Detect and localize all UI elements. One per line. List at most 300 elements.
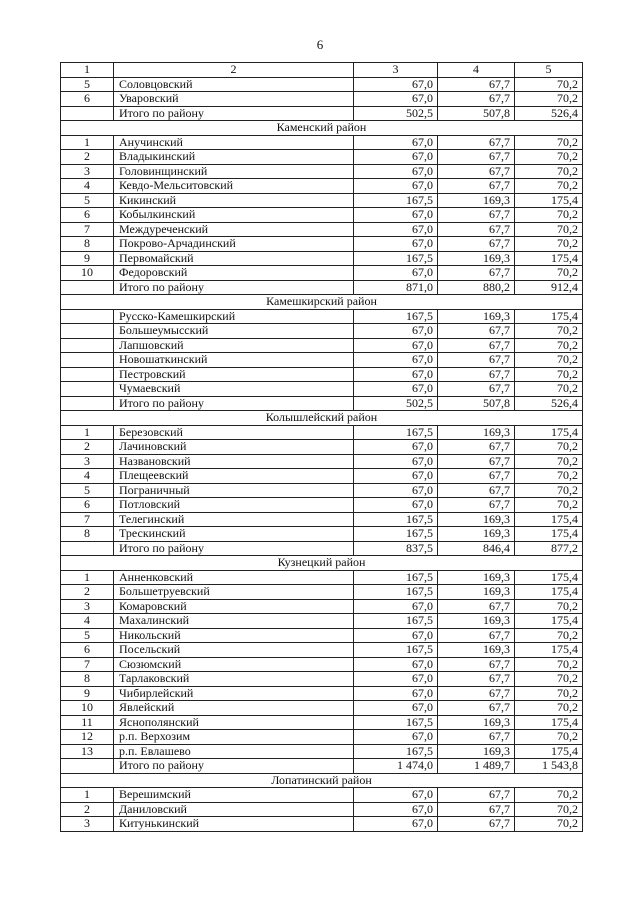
value-col-3: 67,0 — [354, 672, 438, 687]
value-col-4: 169,3 — [438, 744, 515, 759]
value-col-4: 67,7 — [438, 498, 515, 513]
value-col-3: 502,5 — [354, 106, 438, 121]
table-row — [61, 599, 583, 614]
value-col-4: 67,7 — [438, 77, 515, 92]
value-col-4: 507,8 — [438, 106, 515, 121]
value-col-3: 67,0 — [354, 237, 438, 252]
value-col-5: 70,2 — [515, 338, 583, 353]
value-col-4: 67,7 — [438, 92, 515, 107]
value-col-5: 70,2 — [515, 135, 583, 150]
total-label: Итого по району — [114, 759, 354, 774]
row-number: 3 — [61, 164, 114, 179]
value-col-5: 526,4 — [515, 106, 583, 121]
value-col-3: 167,5 — [354, 614, 438, 629]
table-row — [61, 483, 583, 498]
settlement-name: Яснополянский — [114, 715, 354, 730]
table-row — [61, 802, 583, 817]
table-row — [61, 164, 583, 179]
district-section-title: Камешкирский район — [61, 295, 583, 310]
value-col-4: 67,7 — [438, 599, 515, 614]
value-col-3: 837,5 — [354, 541, 438, 556]
value-col-4: 169,3 — [438, 585, 515, 600]
settlement-name: Комаровский — [114, 599, 354, 614]
row-number — [61, 324, 114, 339]
row-number: 9 — [61, 251, 114, 266]
value-col-5: 70,2 — [515, 382, 583, 397]
value-col-4: 169,3 — [438, 251, 515, 266]
value-col-3: 1 474,0 — [354, 759, 438, 774]
table-row — [61, 672, 583, 687]
table-row — [61, 454, 583, 469]
settlement-name: Китунькинский — [114, 817, 354, 832]
value-col-5: 70,2 — [515, 237, 583, 252]
total-label: Итого по району — [114, 280, 354, 295]
value-col-3: 67,0 — [354, 164, 438, 179]
table-row — [61, 338, 583, 353]
value-col-4: 169,3 — [438, 309, 515, 324]
settlement-name: Чибирлейский — [114, 686, 354, 701]
value-col-4: 67,7 — [438, 266, 515, 281]
settlement-name: Федоровский — [114, 266, 354, 281]
row-number — [61, 338, 114, 353]
value-col-5: 175,4 — [515, 512, 583, 527]
row-number — [61, 396, 114, 411]
value-col-3: 67,0 — [354, 77, 438, 92]
table-row — [61, 643, 583, 658]
value-col-4: 67,7 — [438, 382, 515, 397]
row-number: 13 — [61, 744, 114, 759]
value-col-4: 67,7 — [438, 353, 515, 368]
district-section-title: Кузнецкий район — [61, 556, 583, 571]
district-section-title: Колышлейский район — [61, 411, 583, 426]
table-row — [61, 614, 583, 629]
value-col-3: 67,0 — [354, 222, 438, 237]
value-col-5: 70,2 — [515, 730, 583, 745]
value-col-4: 67,7 — [438, 672, 515, 687]
value-col-4: 67,7 — [438, 338, 515, 353]
value-col-5: 175,4 — [515, 715, 583, 730]
settlement-name: Анучинский — [114, 135, 354, 150]
row-number: 3 — [61, 817, 114, 832]
value-col-5: 70,2 — [515, 817, 583, 832]
value-col-5: 70,2 — [515, 179, 583, 194]
table-row — [61, 715, 583, 730]
value-col-4: 67,7 — [438, 802, 515, 817]
value-col-5: 175,4 — [515, 309, 583, 324]
settlement-name: Большеумысский — [114, 324, 354, 339]
row-number — [61, 382, 114, 397]
row-number: 3 — [61, 454, 114, 469]
value-col-5: 70,2 — [515, 150, 583, 165]
value-col-4: 67,7 — [438, 440, 515, 455]
value-col-3: 167,5 — [354, 643, 438, 658]
row-number: 2 — [61, 150, 114, 165]
value-col-5: 70,2 — [515, 628, 583, 643]
total-label: Итого по району — [114, 541, 354, 556]
value-col-4: 67,7 — [438, 164, 515, 179]
district-total-row — [61, 280, 583, 295]
row-number: 7 — [61, 657, 114, 672]
row-number: 5 — [61, 483, 114, 498]
value-col-5: 70,2 — [515, 208, 583, 223]
table-row — [61, 353, 583, 368]
value-col-5: 70,2 — [515, 324, 583, 339]
settlement-name: Новошаткинский — [114, 353, 354, 368]
value-col-3: 67,0 — [354, 266, 438, 281]
settlement-name: Пограничный — [114, 483, 354, 498]
row-number: 10 — [61, 701, 114, 716]
value-col-3: 167,5 — [354, 425, 438, 440]
row-number: 4 — [61, 469, 114, 484]
value-col-3: 167,5 — [354, 744, 438, 759]
row-number: 4 — [61, 179, 114, 194]
value-col-4: 67,7 — [438, 367, 515, 382]
table-row — [61, 512, 583, 527]
value-col-3: 67,0 — [354, 179, 438, 194]
value-col-5: 175,4 — [515, 527, 583, 542]
row-number: 2 — [61, 585, 114, 600]
value-col-4: 67,7 — [438, 150, 515, 165]
settlement-name: Лапшовский — [114, 338, 354, 353]
value-col-3: 67,0 — [354, 686, 438, 701]
value-col-5: 70,2 — [515, 222, 583, 237]
value-col-5: 70,2 — [515, 164, 583, 179]
value-col-3: 67,0 — [354, 150, 438, 165]
page-number: 6 — [316, 37, 324, 52]
table-row — [61, 193, 583, 208]
table-header — [61, 63, 583, 78]
district-total-row — [61, 396, 583, 411]
value-col-3: 167,5 — [354, 251, 438, 266]
value-col-5: 70,2 — [515, 469, 583, 484]
row-number — [61, 309, 114, 324]
district-total-row — [61, 759, 583, 774]
settlement-name: Телегинский — [114, 512, 354, 527]
value-col-5: 70,2 — [515, 92, 583, 107]
value-col-5: 175,4 — [515, 251, 583, 266]
table-row — [61, 222, 583, 237]
value-col-3: 67,0 — [354, 657, 438, 672]
value-col-4: 67,7 — [438, 701, 515, 716]
value-col-4: 67,7 — [438, 135, 515, 150]
value-col-4: 67,7 — [438, 657, 515, 672]
column-number-row — [61, 63, 583, 78]
value-col-4: 67,7 — [438, 237, 515, 252]
table-row — [61, 251, 583, 266]
table-row — [61, 817, 583, 832]
settlement-name: Плещеевский — [114, 469, 354, 484]
value-col-4: 169,3 — [438, 614, 515, 629]
value-col-3: 67,0 — [354, 135, 438, 150]
settlement-name: р.п. Верхозим — [114, 730, 354, 745]
row-number: 1 — [61, 570, 114, 585]
row-number: 2 — [61, 440, 114, 455]
value-col-5: 175,4 — [515, 614, 583, 629]
value-col-4: 67,7 — [438, 469, 515, 484]
settlement-name: Владыкинский — [114, 150, 354, 165]
row-number — [61, 353, 114, 368]
value-col-5: 175,4 — [515, 193, 583, 208]
table-row — [61, 237, 583, 252]
table-row — [61, 179, 583, 194]
settlement-name: Названовский — [114, 454, 354, 469]
value-col-4: 67,7 — [438, 179, 515, 194]
settlement-name: Соловцовский — [114, 77, 354, 92]
table-row — [61, 701, 583, 716]
settlement-name: Анненковский — [114, 570, 354, 585]
value-col-4: 169,3 — [438, 715, 515, 730]
row-number: 4 — [61, 614, 114, 629]
settlement-name: Уваровский — [114, 92, 354, 107]
table-row — [61, 309, 583, 324]
value-col-3: 67,0 — [354, 788, 438, 803]
row-number: 6 — [61, 498, 114, 513]
value-col-5: 70,2 — [515, 367, 583, 382]
column-header-1: 1 — [61, 63, 114, 78]
value-col-5: 175,4 — [515, 744, 583, 759]
row-number: 1 — [61, 135, 114, 150]
row-number: 6 — [61, 208, 114, 223]
table-row — [61, 570, 583, 585]
total-label: Итого по району — [114, 106, 354, 121]
table-row — [61, 744, 583, 759]
column-header-2: 2 — [114, 63, 354, 78]
value-col-5: 877,2 — [515, 541, 583, 556]
value-col-3: 67,0 — [354, 324, 438, 339]
settlement-name: Верешимский — [114, 788, 354, 803]
value-col-5: 70,2 — [515, 701, 583, 716]
value-col-4: 67,7 — [438, 222, 515, 237]
value-col-4: 67,7 — [438, 730, 515, 745]
table-row — [61, 135, 583, 150]
row-number: 12 — [61, 730, 114, 745]
settlement-name: Даниловский — [114, 802, 354, 817]
value-col-5: 70,2 — [515, 454, 583, 469]
value-col-5: 70,2 — [515, 672, 583, 687]
settlement-name: р.п. Евлашево — [114, 744, 354, 759]
value-col-4: 507,8 — [438, 396, 515, 411]
value-col-4: 67,7 — [438, 454, 515, 469]
row-number: 5 — [61, 77, 114, 92]
value-col-4: 880,2 — [438, 280, 515, 295]
value-col-3: 167,5 — [354, 570, 438, 585]
column-header-3: 3 — [354, 63, 438, 78]
settlement-name: Потловский — [114, 498, 354, 513]
value-col-5: 175,4 — [515, 425, 583, 440]
value-col-5: 70,2 — [515, 353, 583, 368]
value-col-5: 70,2 — [515, 483, 583, 498]
row-number: 10 — [61, 266, 114, 281]
row-number — [61, 367, 114, 382]
value-col-4: 169,3 — [438, 512, 515, 527]
settlement-name: Березовский — [114, 425, 354, 440]
row-number: 9 — [61, 686, 114, 701]
settlement-name: Кобылкинский — [114, 208, 354, 223]
value-col-5: 175,4 — [515, 643, 583, 658]
settlement-name: Русско-Камешкирский — [114, 309, 354, 324]
table-row — [61, 382, 583, 397]
value-col-5: 70,2 — [515, 440, 583, 455]
value-col-3: 67,0 — [354, 338, 438, 353]
value-col-3: 67,0 — [354, 498, 438, 513]
value-col-4: 67,7 — [438, 686, 515, 701]
settlement-name: Тарлаковский — [114, 672, 354, 687]
value-col-4: 846,4 — [438, 541, 515, 556]
value-col-3: 67,0 — [354, 353, 438, 368]
value-col-5: 912,4 — [515, 280, 583, 295]
value-col-5: 70,2 — [515, 77, 583, 92]
table-row — [61, 150, 583, 165]
value-col-3: 67,0 — [354, 628, 438, 643]
value-col-4: 67,7 — [438, 817, 515, 832]
value-col-5: 70,2 — [515, 802, 583, 817]
district-total-row — [61, 541, 583, 556]
settlement-name: Явлейский — [114, 701, 354, 716]
table-row — [61, 92, 583, 107]
settlement-name: Никольский — [114, 628, 354, 643]
settlement-name: Сюзюмский — [114, 657, 354, 672]
row-number: 11 — [61, 715, 114, 730]
district-total-row — [61, 106, 583, 121]
value-col-4: 169,3 — [438, 570, 515, 585]
column-header-5: 5 — [515, 63, 583, 78]
settlement-name: Кикинский — [114, 193, 354, 208]
value-col-5: 70,2 — [515, 788, 583, 803]
row-number: 8 — [61, 237, 114, 252]
table-row — [61, 208, 583, 223]
row-number: 8 — [61, 672, 114, 687]
value-col-4: 67,7 — [438, 208, 515, 223]
row-number: 7 — [61, 222, 114, 237]
row-number — [61, 106, 114, 121]
district-section-row — [61, 773, 583, 788]
value-col-5: 1 543,8 — [515, 759, 583, 774]
settlement-name: Кевдо-Мельситовский — [114, 179, 354, 194]
district-section-row — [61, 295, 583, 310]
table-row — [61, 686, 583, 701]
settlement-name: Трескинский — [114, 527, 354, 542]
value-col-5: 70,2 — [515, 657, 583, 672]
district-section-row — [61, 411, 583, 426]
row-number: 3 — [61, 599, 114, 614]
row-number — [61, 759, 114, 774]
value-col-3: 502,5 — [354, 396, 438, 411]
total-label: Итого по району — [114, 396, 354, 411]
column-header-4: 4 — [438, 63, 515, 78]
row-number — [61, 541, 114, 556]
row-number: 5 — [61, 628, 114, 643]
value-col-3: 67,0 — [354, 440, 438, 455]
settlement-name: Междуреченский — [114, 222, 354, 237]
value-col-3: 167,5 — [354, 309, 438, 324]
table-row — [61, 657, 583, 672]
table-row — [61, 266, 583, 281]
table-row — [61, 367, 583, 382]
table-row — [61, 469, 583, 484]
value-col-3: 67,0 — [354, 817, 438, 832]
settlement-name: Большетруевский — [114, 585, 354, 600]
value-col-5: 175,4 — [515, 570, 583, 585]
settlement-name: Лачиновский — [114, 440, 354, 455]
settlement-name: Первомайский — [114, 251, 354, 266]
table-row — [61, 628, 583, 643]
value-col-4: 67,7 — [438, 324, 515, 339]
value-col-5: 70,2 — [515, 266, 583, 281]
settlement-name: Пестровский — [114, 367, 354, 382]
value-col-4: 67,7 — [438, 483, 515, 498]
settlement-name: Посельский — [114, 643, 354, 658]
table-body — [61, 77, 583, 831]
row-number: 1 — [61, 425, 114, 440]
table-row — [61, 440, 583, 455]
district-section-row — [61, 556, 583, 571]
value-col-3: 67,0 — [354, 599, 438, 614]
value-col-3: 871,0 — [354, 280, 438, 295]
table-row — [61, 324, 583, 339]
value-col-3: 67,0 — [354, 701, 438, 716]
value-col-3: 67,0 — [354, 382, 438, 397]
value-col-5: 175,4 — [515, 585, 583, 600]
district-section-title: Лопатинский район — [61, 773, 583, 788]
row-number: 6 — [61, 92, 114, 107]
settlement-name: Головинщинский — [114, 164, 354, 179]
value-col-5: 526,4 — [515, 396, 583, 411]
row-number — [61, 280, 114, 295]
value-col-4: 1 489,7 — [438, 759, 515, 774]
value-col-4: 169,3 — [438, 425, 515, 440]
value-col-4: 67,7 — [438, 788, 515, 803]
value-col-3: 167,5 — [354, 193, 438, 208]
value-col-3: 167,5 — [354, 715, 438, 730]
table-row — [61, 527, 583, 542]
value-col-5: 70,2 — [515, 498, 583, 513]
row-number: 1 — [61, 788, 114, 803]
settlement-name: Покрово-Арчадинский — [114, 237, 354, 252]
allocation-table — [60, 62, 583, 832]
row-number: 6 — [61, 643, 114, 658]
row-number: 2 — [61, 802, 114, 817]
table-row — [61, 77, 583, 92]
value-col-3: 67,0 — [354, 454, 438, 469]
value-col-3: 67,0 — [354, 802, 438, 817]
value-col-3: 67,0 — [354, 483, 438, 498]
value-col-5: 70,2 — [515, 599, 583, 614]
value-col-4: 67,7 — [438, 628, 515, 643]
row-number: 7 — [61, 512, 114, 527]
value-col-3: 67,0 — [354, 367, 438, 382]
table-row — [61, 498, 583, 513]
value-col-4: 169,3 — [438, 527, 515, 542]
table-row — [61, 730, 583, 745]
value-col-5: 70,2 — [515, 686, 583, 701]
value-col-4: 169,3 — [438, 643, 515, 658]
district-section-row — [61, 121, 583, 136]
table-row — [61, 788, 583, 803]
value-col-3: 67,0 — [354, 469, 438, 484]
row-number: 5 — [61, 193, 114, 208]
settlement-name: Махалинский — [114, 614, 354, 629]
value-col-3: 167,5 — [354, 512, 438, 527]
value-col-3: 167,5 — [354, 585, 438, 600]
row-number: 8 — [61, 527, 114, 542]
value-col-3: 67,0 — [354, 730, 438, 745]
value-col-3: 167,5 — [354, 527, 438, 542]
value-col-3: 67,0 — [354, 208, 438, 223]
value-col-3: 67,0 — [354, 92, 438, 107]
value-col-4: 169,3 — [438, 193, 515, 208]
district-section-title: Каменский район — [61, 121, 583, 136]
table-row — [61, 425, 583, 440]
